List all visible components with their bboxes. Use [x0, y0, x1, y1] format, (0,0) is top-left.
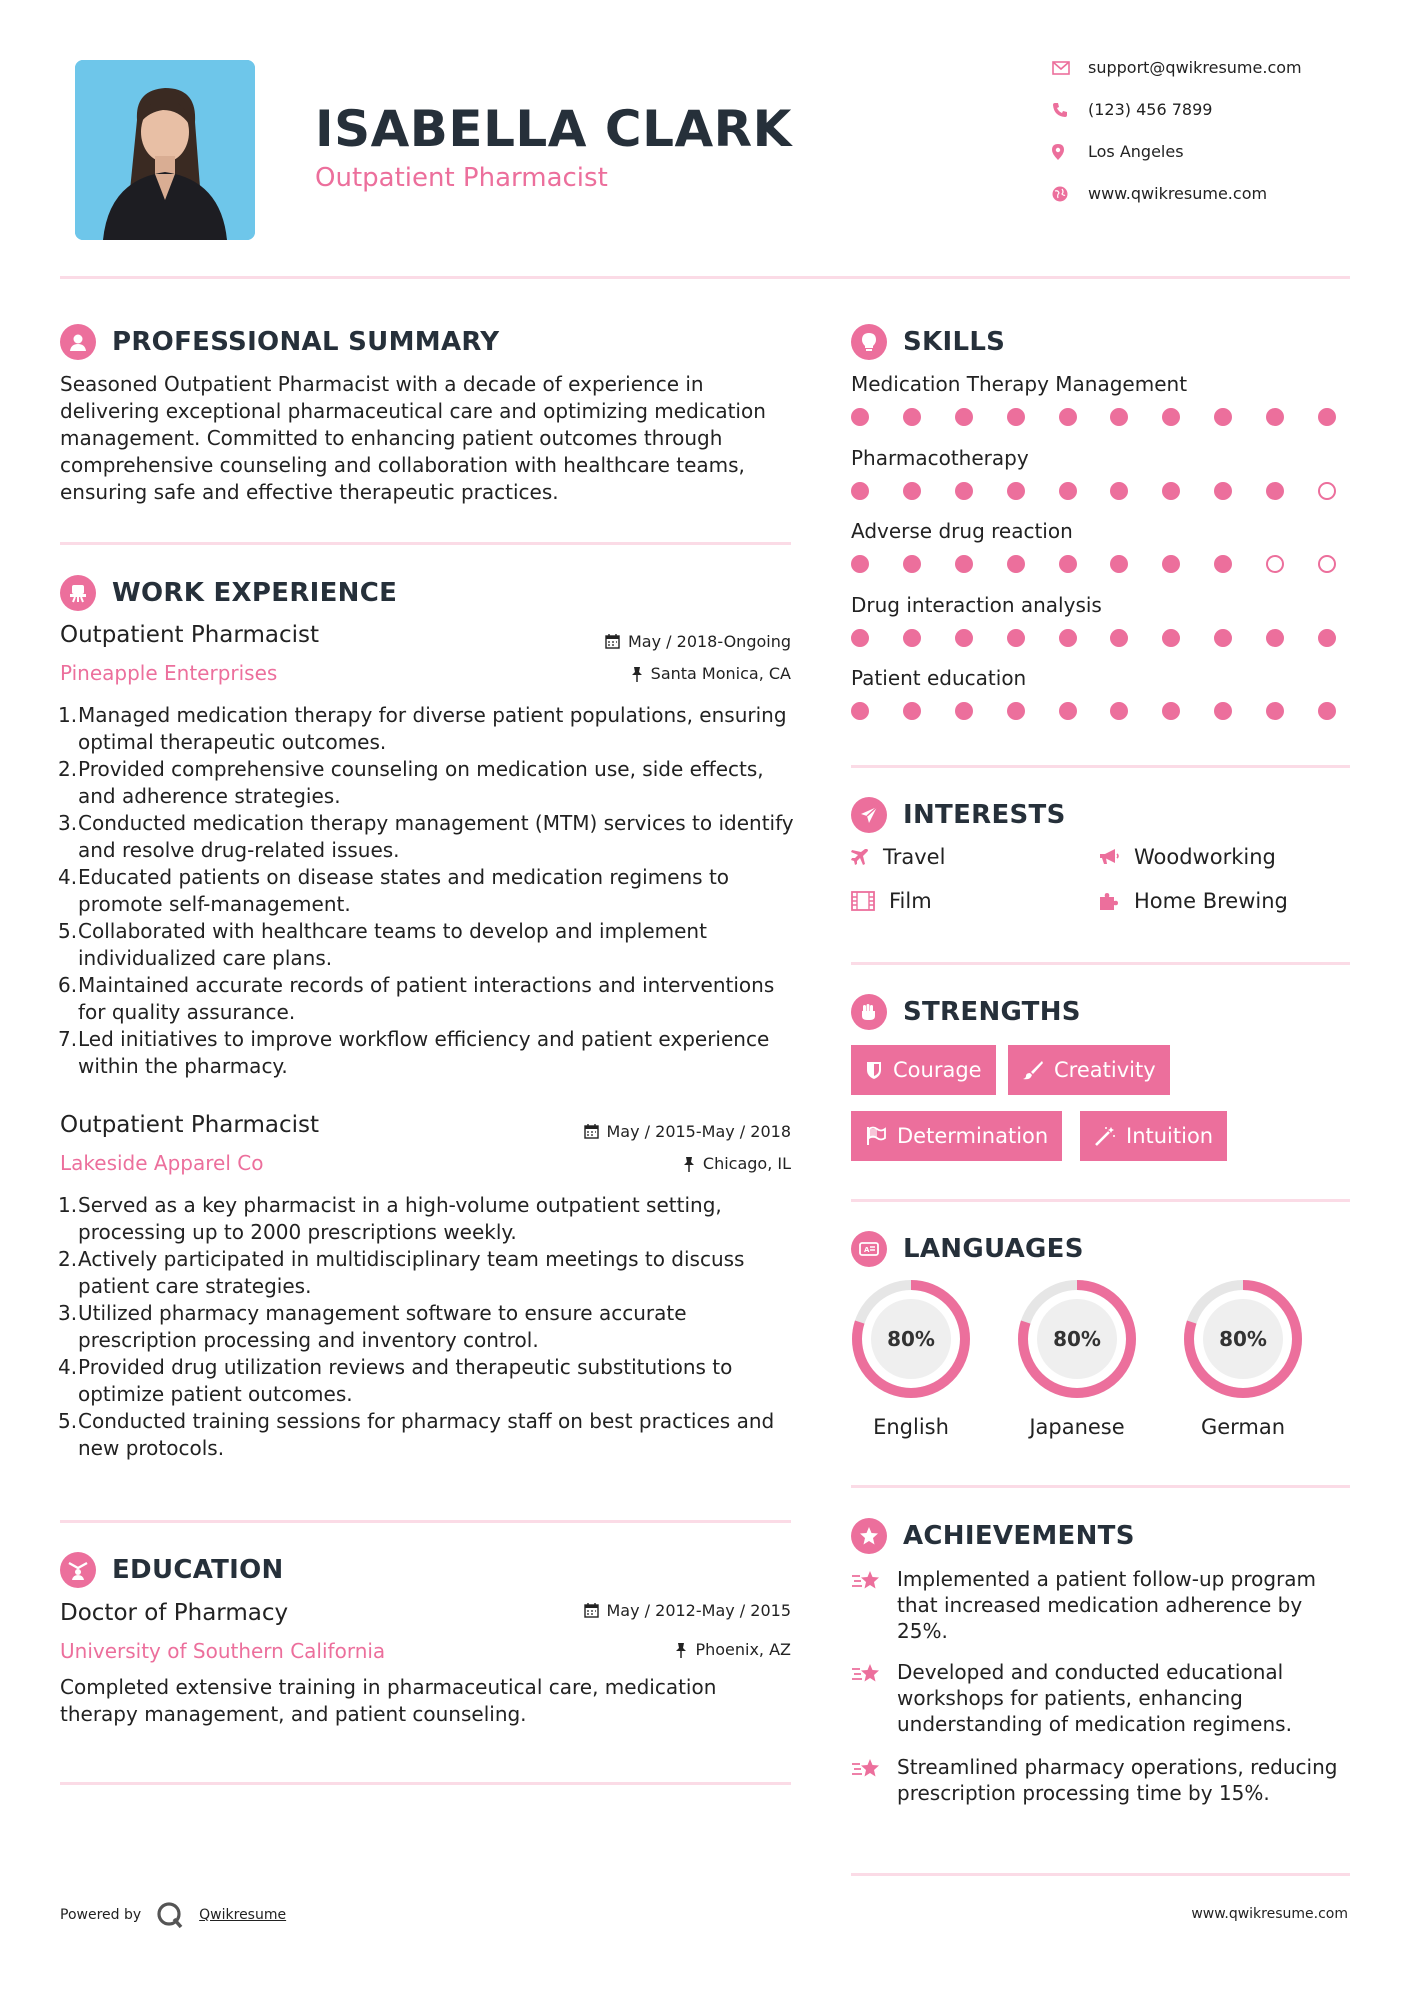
- rating-dot-filled: [1162, 555, 1180, 573]
- megaphone-icon: [1098, 848, 1120, 866]
- rating-dot-filled: [851, 408, 869, 426]
- rating-dot-filled: [1214, 482, 1232, 500]
- rating-dot-filled: [1110, 702, 1128, 720]
- phone-icon: [1052, 102, 1088, 118]
- rating-dot-filled: [1007, 555, 1025, 573]
- skill-rating: [851, 408, 1336, 426]
- skill-name: Adverse drug reaction: [851, 519, 1073, 543]
- list-item: 3. Conducted medication therapy management (MTM) services to identify and resolve drug-related issues.: [58, 811, 794, 862]
- skill-rating: [851, 629, 1336, 647]
- strengths-heading: [851, 994, 1081, 1030]
- rating-dot-filled: [903, 702, 921, 720]
- rating-dot-empty: [1266, 555, 1284, 573]
- rating-dot-filled: [851, 482, 869, 500]
- experience-title: WORK EXPERIENCE: [112, 578, 398, 608]
- achievements-title: ACHIEVEMENTS: [903, 1521, 1135, 1551]
- rating-dot-filled: [1007, 408, 1025, 426]
- rating-dot-filled: [1266, 482, 1284, 500]
- languages-title: LANGUAGES: [903, 1234, 1084, 1264]
- achievement-item: [851, 1754, 1351, 1806]
- interest-label: Home Brewing: [1134, 889, 1288, 913]
- contact-phone[interactable]: [1052, 100, 1212, 119]
- language-item: [1182, 1278, 1304, 1404]
- interests-heading: [851, 797, 1066, 833]
- pushpin-icon: [675, 1642, 687, 1658]
- rating-dot-filled: [955, 408, 973, 426]
- skill-rating: [851, 702, 1336, 720]
- rating-dot-filled: [1266, 408, 1284, 426]
- section-divider: [851, 765, 1350, 768]
- strength-label: Determination: [897, 1124, 1049, 1148]
- interest-label: Travel: [883, 845, 946, 869]
- languages-heading: [851, 1231, 1084, 1267]
- education-date: [500, 1601, 791, 1620]
- language-percent: 80%: [1053, 1327, 1101, 1351]
- language-item: [850, 1278, 972, 1404]
- rating-dot-filled: [1214, 702, 1232, 720]
- interest-item: [1098, 845, 1276, 869]
- section-divider: [60, 1520, 791, 1523]
- contact-phone-text: (123) 456 7899: [1088, 100, 1213, 119]
- candidate-title: Outpatient Pharmacist: [315, 163, 608, 193]
- profile-photo: [75, 60, 255, 240]
- achievement-text: Developed and conducted educational workshops for patients, enhancing understanding of medication regimens.: [897, 1660, 1292, 1736]
- job-title: Outpatient Pharmacist: [60, 1112, 319, 1138]
- interest-label: Film: [889, 889, 932, 913]
- job-responsibilities: [60, 702, 800, 1080]
- skill-rating: [851, 555, 1336, 573]
- job-location-text: Santa Monica, CA: [650, 664, 791, 683]
- job-location-text: Chicago, IL: [702, 1154, 791, 1173]
- rating-dot-filled: [1007, 629, 1025, 647]
- strength-tag: [1008, 1045, 1170, 1095]
- achievements-heading: [851, 1518, 1135, 1554]
- paper-plane-icon: [851, 797, 887, 833]
- language-name: English: [873, 1415, 949, 1439]
- degree-title: Doctor of Pharmacy: [60, 1600, 289, 1626]
- summary-heading: [60, 324, 499, 360]
- rating-dot-filled: [1110, 629, 1128, 647]
- footer-branding: [60, 1900, 286, 1930]
- rating-dot-filled: [955, 702, 973, 720]
- rating-dot-filled: [1059, 702, 1077, 720]
- rating-dot-filled: [1059, 555, 1077, 573]
- rating-dot-filled: [851, 555, 869, 573]
- rating-dot-filled: [1318, 702, 1336, 720]
- briefcase-chair-icon: [60, 575, 96, 611]
- user-icon: [60, 324, 96, 360]
- education-location-text: Phoenix, AZ: [695, 1640, 791, 1659]
- strength-label: Intuition: [1126, 1124, 1214, 1148]
- list-item: 5. Collaborated with healthcare teams to develop and implement individualized care plans.: [58, 919, 707, 970]
- rating-dot-filled: [903, 555, 921, 573]
- header-divider: [60, 276, 1350, 279]
- language-percent: 80%: [1219, 1327, 1267, 1351]
- flag-icon: [865, 1126, 887, 1146]
- graduation-icon: [60, 1552, 96, 1588]
- section-divider: [851, 1199, 1350, 1202]
- rating-dot-filled: [903, 629, 921, 647]
- strength-tag: [1080, 1111, 1227, 1161]
- calendar-icon: [584, 1124, 599, 1139]
- rating-dot-filled: [851, 629, 869, 647]
- summary-title: PROFESSIONAL SUMMARY: [112, 327, 500, 357]
- language-name: Japanese: [1029, 1415, 1125, 1439]
- skill-name: Patient education: [851, 666, 1027, 690]
- skill-name: Medication Therapy Management: [851, 372, 1188, 396]
- skills-heading: [851, 324, 1005, 360]
- rating-dot-filled: [1266, 702, 1284, 720]
- strengths-title: STRENGTHS: [903, 997, 1081, 1027]
- list-item: 6. Maintained accurate records of patient interactions and interventions for quality assurance.: [58, 973, 775, 1024]
- rating-dot-filled: [955, 482, 973, 500]
- rating-dot-filled: [1059, 629, 1077, 647]
- shooting-star-icon: [851, 1661, 883, 1687]
- achievement-text: Streamlined pharmacy operations, reducing prescription processing time by 15%.: [897, 1755, 1338, 1805]
- rating-dot-filled: [1214, 408, 1232, 426]
- qwikresume-logo-icon: [155, 1900, 185, 1930]
- interest-item: [851, 889, 932, 913]
- list-item: 5. Conducted training sessions for pharmacy staff on best practices and new protocols.: [58, 1409, 775, 1460]
- interest-item: [1098, 889, 1288, 913]
- language-ring: [850, 1278, 972, 1400]
- experience-heading: [60, 575, 397, 611]
- language-item: [1016, 1278, 1138, 1404]
- rating-dot-empty: [1318, 555, 1336, 573]
- list-item: 2. Provided comprehensive counseling on medication use, side effects, and adherence strategies.: [58, 757, 764, 808]
- language-card-icon: [851, 1231, 887, 1267]
- contact-website[interactable]: [1052, 184, 1267, 203]
- contact-location-text: Los Angeles: [1088, 142, 1184, 161]
- job-location: [500, 1154, 791, 1173]
- rating-dot-filled: [1110, 555, 1128, 573]
- rating-dot-filled: [1214, 555, 1232, 573]
- strength-tag: [851, 1045, 996, 1095]
- education-location: [500, 1640, 791, 1659]
- job-date-text: May / 2015-May / 2018: [606, 1122, 791, 1141]
- school-name: University of Southern California: [60, 1639, 386, 1663]
- job-date-text: May / 2018-Ongoing: [628, 632, 791, 651]
- shield-icon: [865, 1060, 883, 1080]
- raised-fist-icon: [851, 994, 887, 1030]
- rating-dot-filled: [903, 482, 921, 500]
- list-item: 4. Educated patients on disease states and medication regimens to promote self-management.: [58, 865, 730, 916]
- calendar-icon: [584, 1603, 599, 1618]
- powered-by-text: Powered by: [60, 1907, 142, 1923]
- summary-text: Seasoned Outpatient Pharmacist with a decade of experience in delivering exceptional pharmaceutical care and optimizing medication management. Committed to enhancing patient outcomes through comprehensive counseling and collaboration with healthcare teams, ensuring safe and effective therapeutic practices.: [60, 372, 766, 504]
- globe-icon: [1052, 186, 1088, 202]
- rating-dot-filled: [1059, 482, 1077, 500]
- rating-dot-filled: [955, 555, 973, 573]
- envelope-icon: [1052, 61, 1088, 75]
- rating-dot-filled: [955, 629, 973, 647]
- contact-email-text: support@qwikresume.com: [1088, 58, 1302, 77]
- contact-location: [1052, 142, 1184, 161]
- achievement-item: [851, 1566, 1351, 1644]
- shooting-star-icon: [851, 1756, 883, 1782]
- list-item: 7. Led initiatives to improve workflow efficiency and patient experience within the pharmacy.: [58, 1027, 770, 1078]
- section-divider: [851, 1873, 1350, 1876]
- education-title: EDUCATION: [112, 1555, 284, 1585]
- rating-dot-filled: [1110, 408, 1128, 426]
- star-badge-icon: [851, 1518, 887, 1554]
- rating-dot-filled: [1162, 408, 1180, 426]
- interest-item: [851, 845, 945, 869]
- list-item: 1. Managed medication therapy for diverse patient populations, ensuring optimal therapeutic outcomes.: [58, 703, 787, 754]
- rating-dot-filled: [1110, 482, 1128, 500]
- strength-label: Courage: [893, 1058, 982, 1082]
- rating-dot-filled: [1007, 482, 1025, 500]
- contact-email[interactable]: [1052, 58, 1302, 77]
- job-company: Pineapple Enterprises: [60, 661, 278, 685]
- rating-dot-filled: [1162, 629, 1180, 647]
- education-date-text: May / 2012-May / 2015: [606, 1601, 791, 1620]
- education-heading: [60, 1552, 284, 1588]
- rating-dot-filled: [1007, 702, 1025, 720]
- skills-title: SKILLS: [903, 327, 1006, 357]
- job-company: Lakeside Apparel Co: [60, 1151, 264, 1175]
- list-item: 2. Actively participated in multidisciplinary team meetings to discuss patient care strategies.: [58, 1247, 745, 1298]
- strength-label: Creativity: [1054, 1058, 1156, 1082]
- job-date: [500, 1122, 791, 1141]
- language-percent: 80%: [887, 1327, 935, 1351]
- rating-dot-filled: [1059, 408, 1077, 426]
- list-item: 4. Provided drug utilization reviews and therapeutic substitutions to optimize patient outcomes.: [58, 1355, 733, 1406]
- brush-icon: [1022, 1060, 1044, 1080]
- list-item: 3. Utilized pharmacy management software to ensure accurate prescription processing and inventory control.: [58, 1301, 687, 1352]
- rating-dot-filled: [1162, 702, 1180, 720]
- language-name: German: [1200, 1415, 1286, 1439]
- candidate-name: ISABELLA CLARK: [315, 100, 792, 158]
- education-text: Completed extensive training in pharmaceutical care, medication therapy management, and patient counseling.: [60, 1675, 717, 1726]
- job-date: [500, 632, 791, 651]
- strength-tag: [851, 1111, 1062, 1161]
- section-divider: [60, 1782, 791, 1785]
- job-title: Outpatient Pharmacist: [60, 622, 319, 648]
- film-icon: [851, 891, 875, 911]
- section-divider: [851, 962, 1350, 965]
- rating-dot-filled: [851, 702, 869, 720]
- rating-dot-empty: [1318, 482, 1336, 500]
- pushpin-icon: [631, 666, 643, 682]
- rating-dot-filled: [903, 408, 921, 426]
- pushpin-icon: [683, 1156, 695, 1172]
- list-item: 1. Served as a key pharmacist in a high-volume outpatient setting, processing up to 2000 prescriptions weekly.: [58, 1193, 722, 1244]
- footer-website[interactable]: www.qwikresume.com: [1191, 1906, 1348, 1922]
- achievement-text: Implemented a patient follow-up program that increased medication adherence by 25%.: [897, 1567, 1317, 1643]
- brand-link[interactable]: Qwikresume: [199, 1907, 287, 1923]
- puzzle-icon: [1098, 891, 1120, 911]
- skill-name: Drug interaction analysis: [851, 593, 1102, 617]
- language-ring: [1182, 1278, 1304, 1400]
- job-responsibilities: [60, 1192, 800, 1462]
- map-pin-icon: [1052, 144, 1088, 160]
- magic-wand-icon: [1094, 1126, 1116, 1146]
- shooting-star-icon: [851, 1568, 883, 1594]
- language-ring: [1016, 1278, 1138, 1400]
- rating-dot-filled: [1318, 629, 1336, 647]
- svg-text:A: A: [864, 1246, 870, 1254]
- skill-rating: [851, 482, 1336, 500]
- plane-icon: [851, 848, 869, 866]
- rating-dot-filled: [1214, 629, 1232, 647]
- achievement-item: [851, 1659, 1351, 1737]
- rating-dot-filled: [1266, 629, 1284, 647]
- section-divider: [60, 542, 791, 545]
- rating-dot-filled: [1318, 408, 1336, 426]
- contact-website-text: www.qwikresume.com: [1088, 184, 1268, 203]
- calendar-icon: [605, 634, 620, 649]
- skill-name: Pharmacotherapy: [851, 446, 1029, 470]
- interest-label: Woodworking: [1134, 845, 1276, 869]
- interests-title: INTERESTS: [903, 800, 1066, 830]
- section-divider: [851, 1485, 1350, 1488]
- rating-dot-filled: [1162, 482, 1180, 500]
- lightbulb-icon: [851, 324, 887, 360]
- job-location: [500, 664, 791, 683]
